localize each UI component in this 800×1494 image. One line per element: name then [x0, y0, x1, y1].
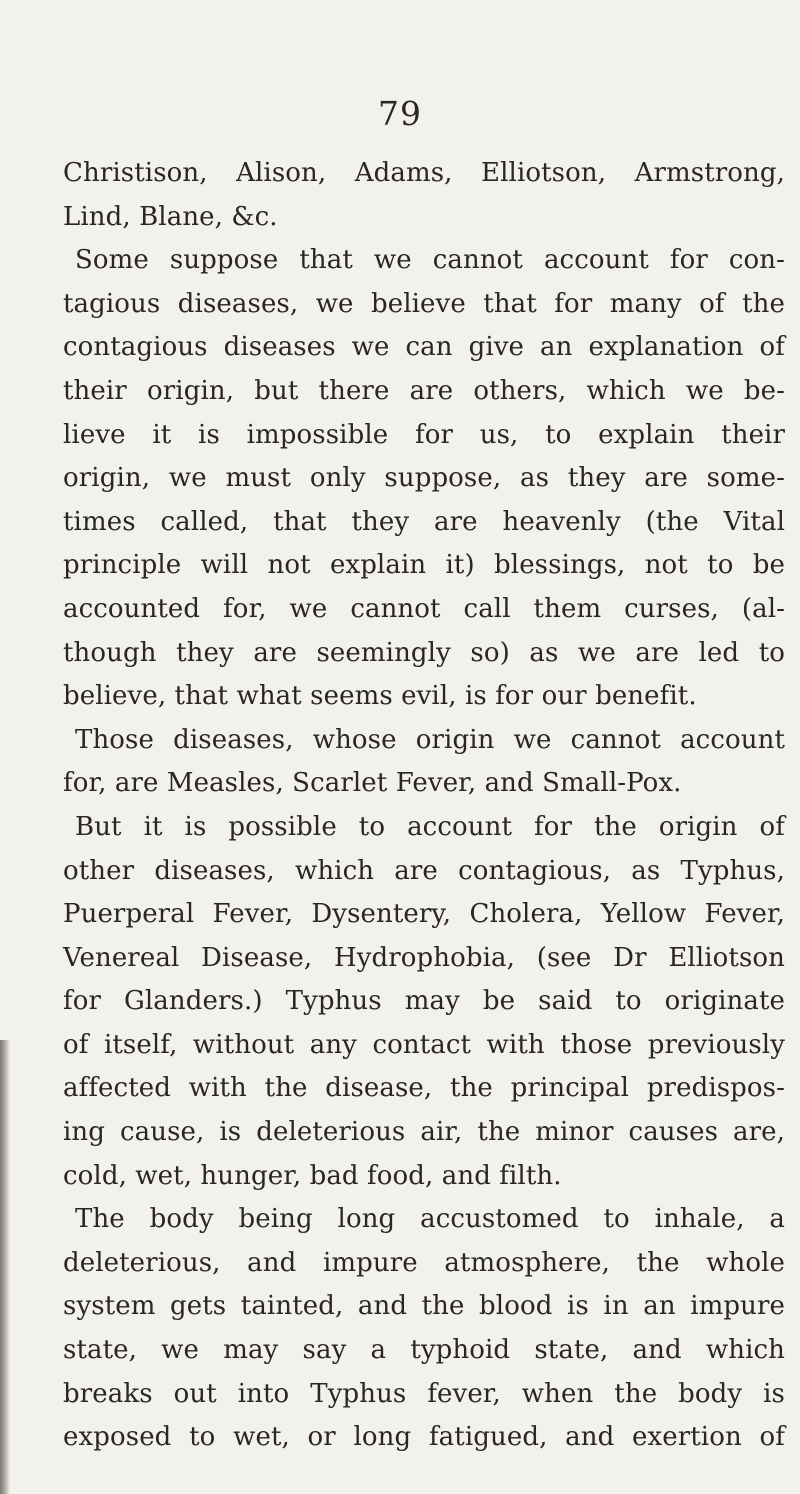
- text-line: for, are Measles, Scarlet Fever, and Small-Pox.: [63, 768, 682, 799]
- text-line: though they are seemingly so) as we are led to: [63, 637, 785, 668]
- text-line: for Glanders.) Typhus may be said to originate: [63, 986, 785, 1017]
- text-line: of itself, without any contact with those previously: [63, 1029, 785, 1060]
- text-line: exposed to wet, or long fatigued, and exertion of: [63, 1422, 785, 1453]
- text-line: affected with the disease, the principal predispos-: [63, 1073, 785, 1104]
- body-text: [63, 152, 785, 1460]
- page-number: 79: [378, 94, 422, 133]
- text-line: Those diseases, whose origin we cannot account: [75, 724, 785, 755]
- text-line: breaks out into Typhus fever, when the body is: [63, 1378, 785, 1409]
- page-edge-shadow: [0, 1040, 10, 1494]
- text-line: origin, we must only suppose, as they are some-: [63, 463, 785, 494]
- text-line: But it is possible to account for the origin of: [75, 811, 785, 842]
- text-line: contagious diseases we can give an explanation of: [63, 332, 785, 363]
- text-line: Puerperal Fever, Dysentery, Cholera, Yellow Fever,: [63, 899, 785, 930]
- text-line: times called, that they are heavenly (the Vital: [63, 506, 785, 537]
- text-line: Some suppose that we cannot account for con-: [75, 245, 785, 276]
- text-line: Christison, Alison, Adams, Elliotson, Armstrong,: [63, 158, 785, 188]
- text-line: their origin, but there are others, which we be-: [63, 375, 785, 406]
- text-line: believe, that what seems evil, is for our benefit.: [63, 681, 697, 712]
- text-line: other diseases, which are contagious, as Typhus,: [63, 855, 785, 886]
- text-line: state, we may say a typhoid state, and which: [63, 1335, 785, 1366]
- text-line: ing cause, is deleterious air, the minor causes are,: [63, 1117, 785, 1148]
- text-line: lieve it is impossible for us, to explain their: [63, 419, 785, 450]
- text-line: system gets tainted, and the blood is in an impure: [63, 1291, 785, 1322]
- text-line: principle will not explain it) blessings, not to be: [63, 550, 785, 581]
- text-line: Venereal Disease, Hydrophobia, (see Dr Elliotson: [63, 942, 785, 973]
- text-line: deleterious, and impure atmosphere, the whole: [63, 1247, 785, 1278]
- text-line: accounted for, we cannot call them curses, (al-: [63, 593, 785, 624]
- text-line: tagious diseases, we believe that for many of the: [63, 288, 785, 319]
- text-line: cold, wet, hunger, bad food, and filth.: [63, 1160, 562, 1191]
- text-line: Lind, Blane, &c.: [63, 201, 278, 232]
- text-line: The body being long accustomed to inhale, a: [75, 1204, 785, 1235]
